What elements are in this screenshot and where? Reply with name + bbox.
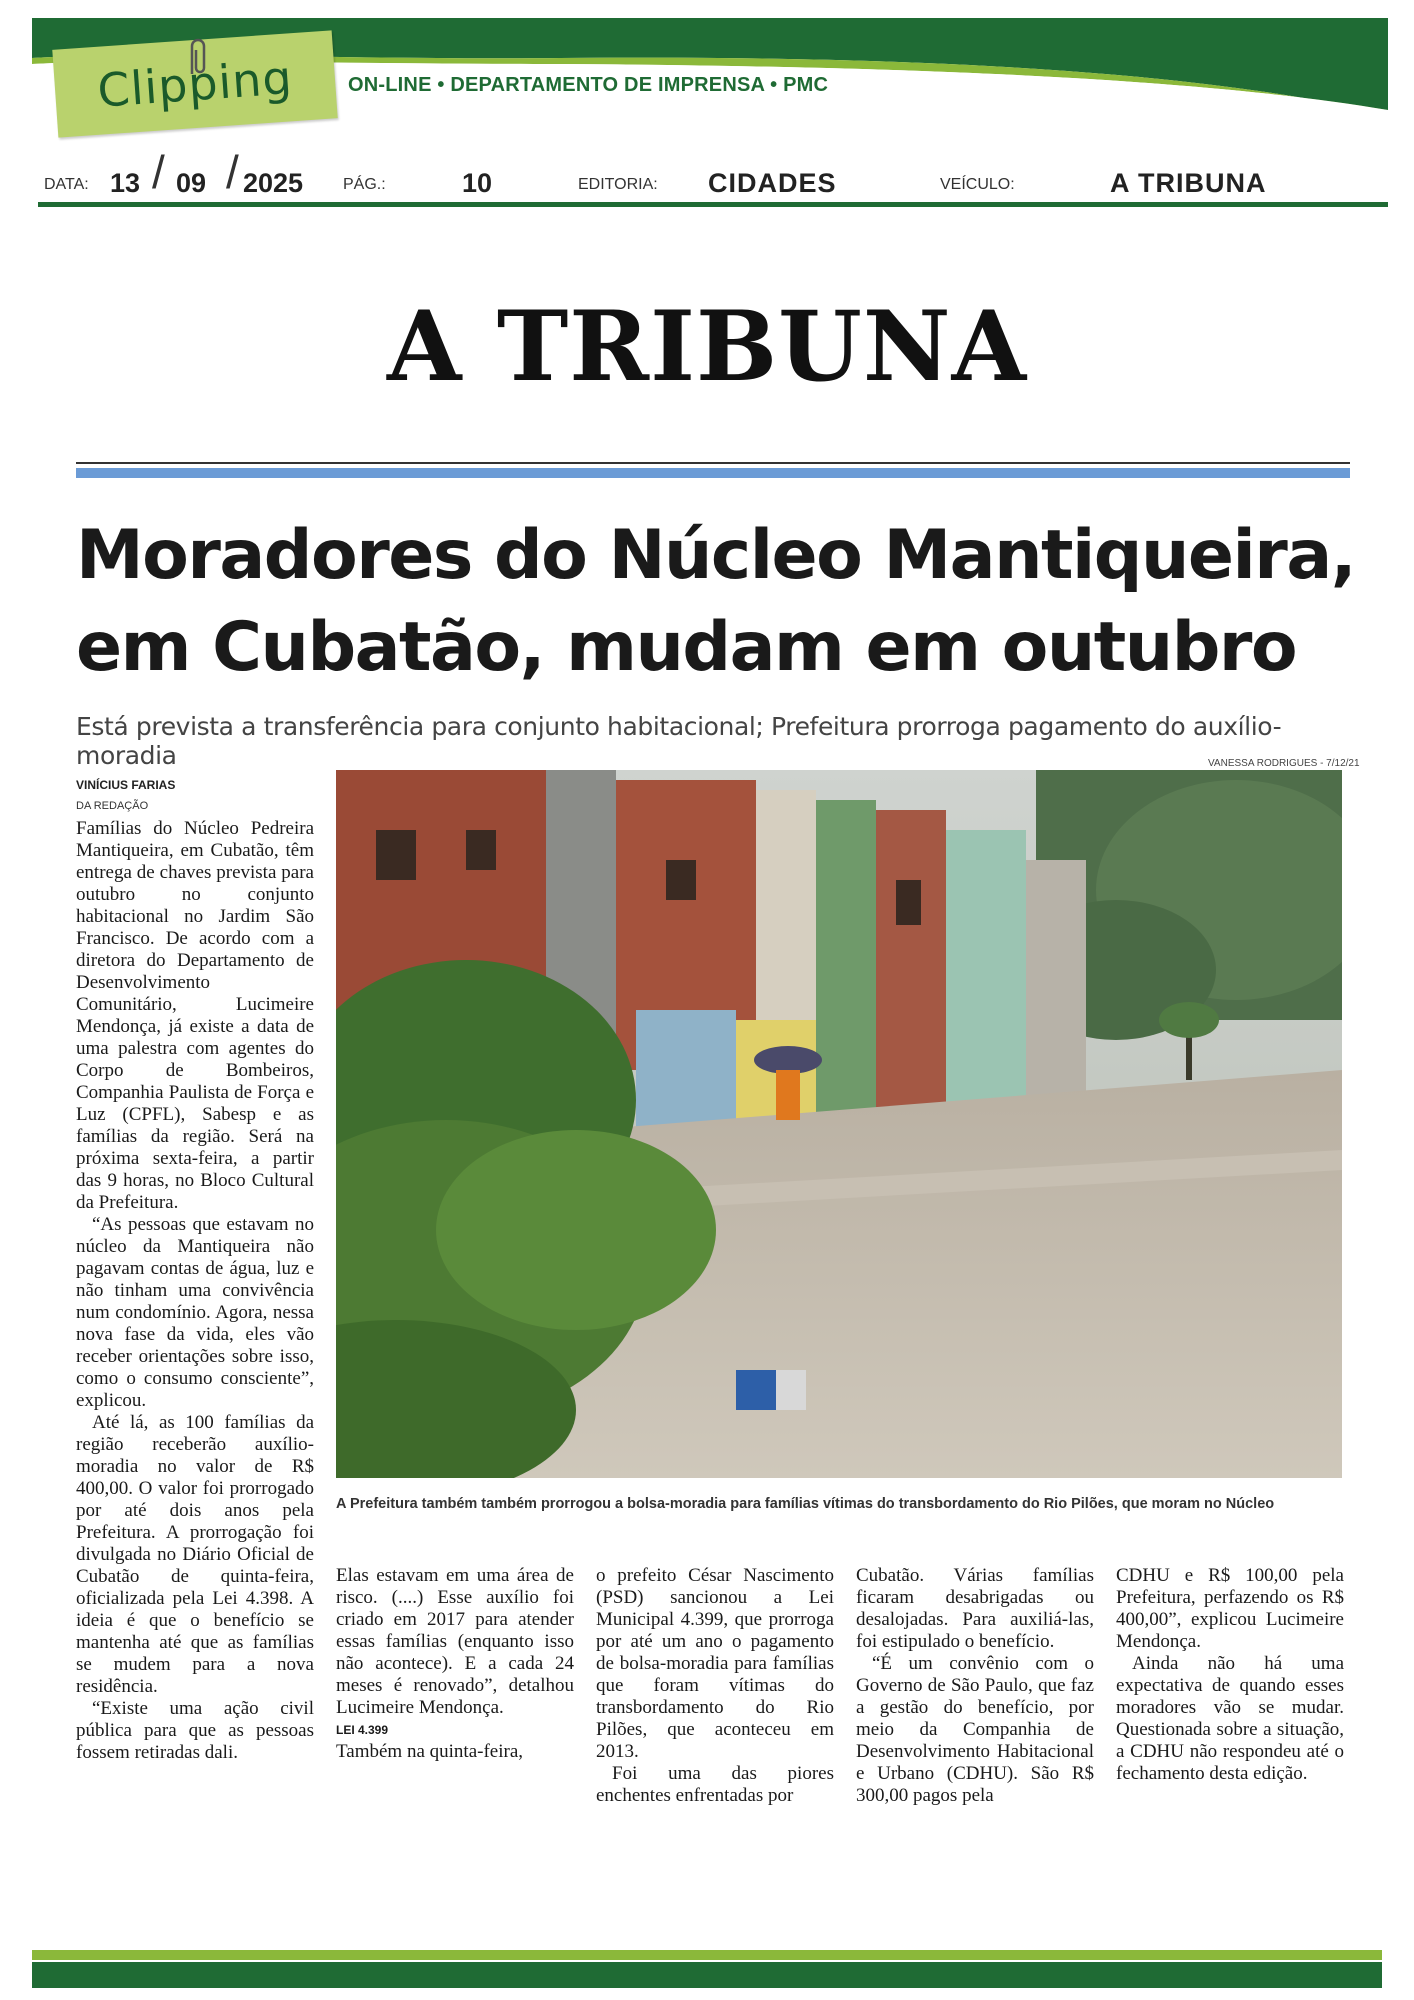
article-column-3 bbox=[596, 1565, 834, 1807]
paragraph: “Existe uma ação civil pública para que as pessoas fossem retiradas dali. bbox=[76, 1698, 314, 1763]
editoria-label: EDITORIA: bbox=[578, 176, 658, 193]
paragraph: CDHU e R$ 100,00 pela Prefeitura, perfazendo os R$ 400,00”, explicou Lucimeire Mendonça. bbox=[1116, 1565, 1344, 1652]
paragraph: Também na quinta-feira, bbox=[336, 1741, 524, 1762]
paperclip-icon bbox=[182, 38, 212, 78]
headline-line-2: em Cubatão, mudam em outubro bbox=[76, 608, 1297, 687]
clipping-logo-text: Clipping bbox=[95, 50, 295, 118]
vehicle-label: VEÍCULO: bbox=[940, 176, 1015, 193]
masthead-rule bbox=[76, 462, 1350, 464]
paragraph: o prefeito César Nascimento (PSD) sancionou a Lei Municipal 4.399, que prorroga por até um ano o pagamento de bolsa-moradia para famílias que foram vítimas do transbordamento do Rio Pilões, que aconteceu em 2013. bbox=[596, 1565, 834, 1762]
article-subhead: Está prevista a transferência para conjunto habitacional; Prefeitura prorroga pagamento do auxílio-moradia bbox=[76, 712, 1282, 770]
department-label: ON-LINE • DEPARTAMENTO DE IMPRENSA • PMC bbox=[348, 74, 829, 96]
paragraph: Famílias do Núcleo Pedreira Mantiqueira, em Cubatão, têm entrega de chaves prevista para outubro no conjunto habitacional no Jardim São Francisco. De acordo com a diretora do Departamento de Desenvolvimento Comunitário, Lucimeire Mendonça, já existe a data de uma palestra com agentes do Corpo de Bombeiros, Companhia Paulista de Força e Luz (CPFL), Sabesp e as famílias da região. Será na próxima sexta-feira, a partir das 9 horas, no Bloco Cultural da Prefeitura. bbox=[76, 818, 314, 1213]
date-month: 09 bbox=[176, 168, 207, 198]
section-rule-blue bbox=[76, 468, 1350, 478]
paragraph: “As pessoas que estavam no núcleo da Mantiqueira não pagavam contas de água, luz e não tinham uma convivência num condomínio. Agora, nessa nova fase da vida, eles vão receber orientações sobre isso, como o consumo consciente”, explicou. bbox=[76, 1214, 314, 1411]
headline-line-1: Moradores do Núcleo Mantiqueira, bbox=[76, 516, 1356, 595]
header-divider bbox=[38, 202, 1388, 207]
paragraph: Elas estavam em uma área de risco. (....) Esse auxílio foi criado em 2017 para atender essas famílias (enquanto isso não acontece). E a cada 24 meses é renovado”, detalhou Lucimeire Mendonça. bbox=[336, 1565, 574, 1718]
paragraph: “É um convênio com o Governo de São Paulo, que faz a gestão do benefício, por meio da Companhia de Desenvolvimento Habitacional e Urbano (CDHU). São R$ 300,00 pagos pela bbox=[856, 1653, 1094, 1806]
flood-photo bbox=[336, 770, 1342, 1478]
date-slash-1: / bbox=[152, 146, 165, 198]
section-subheading: LEI 4.399 bbox=[336, 1723, 389, 1737]
article-column-2 bbox=[336, 1565, 574, 1763]
page-label: PÁG.: bbox=[343, 176, 386, 193]
paragraph: Ainda não há uma expectativa de quando esses moradores vão se mudar. Questionada sobre a situação, a CDHU não respondeu até o fechamento desta edição. bbox=[1116, 1653, 1344, 1784]
date-year: 2025 bbox=[243, 168, 304, 198]
article-column-4 bbox=[856, 1565, 1094, 1807]
page-number: 10 bbox=[462, 168, 493, 198]
newspaper-masthead: A TRIBUNA bbox=[386, 290, 1028, 403]
article-headline bbox=[76, 510, 1366, 694]
paragraph: Foi uma das piores enchentes enfrentadas por bbox=[596, 1763, 834, 1806]
date-day: 13 bbox=[110, 168, 141, 198]
article-column-1 bbox=[76, 818, 314, 1764]
paragraph: Cubatão. Várias famílias ficaram desabrigadas ou desalojadas. Para auxiliá-las, foi estipulado o benefício. bbox=[856, 1565, 1094, 1652]
author-desk: DA REDAÇÃO bbox=[76, 800, 149, 812]
footer-band-light bbox=[32, 1950, 1382, 1960]
article-column-5 bbox=[1116, 1565, 1344, 1785]
author-name: VINÍCIUS FARIAS bbox=[76, 778, 176, 792]
photo-credit: VANESSA RODRIGUES - 7/12/21 bbox=[1208, 758, 1360, 769]
date-label: DATA: bbox=[44, 176, 89, 193]
date-slash-2: / bbox=[226, 146, 239, 198]
paragraph: Até lá, as 100 famílias da região receberão auxílio-moradia no valor de R$ 400,00. O valor foi prorrogado por até dois anos pela Prefeitura. A prorrogação foi divulgada no Diário Oficial de Cubatão de quinta-feira, oficializada pela Lei 4.398. A ideia é que o benefício se mantenha até que as famílias se mudem para a nova residência. bbox=[76, 1412, 314, 1697]
photo-caption: A Prefeitura também também prorrogou a bolsa-moradia para famílias vítimas do transbordamento do Rio Pilões, que moram no Núcleo bbox=[336, 1496, 1275, 1512]
vehicle-value: A TRIBUNA bbox=[1110, 168, 1267, 198]
editoria-value: CIDADES bbox=[708, 168, 837, 198]
footer-band-dark bbox=[32, 1962, 1382, 1988]
